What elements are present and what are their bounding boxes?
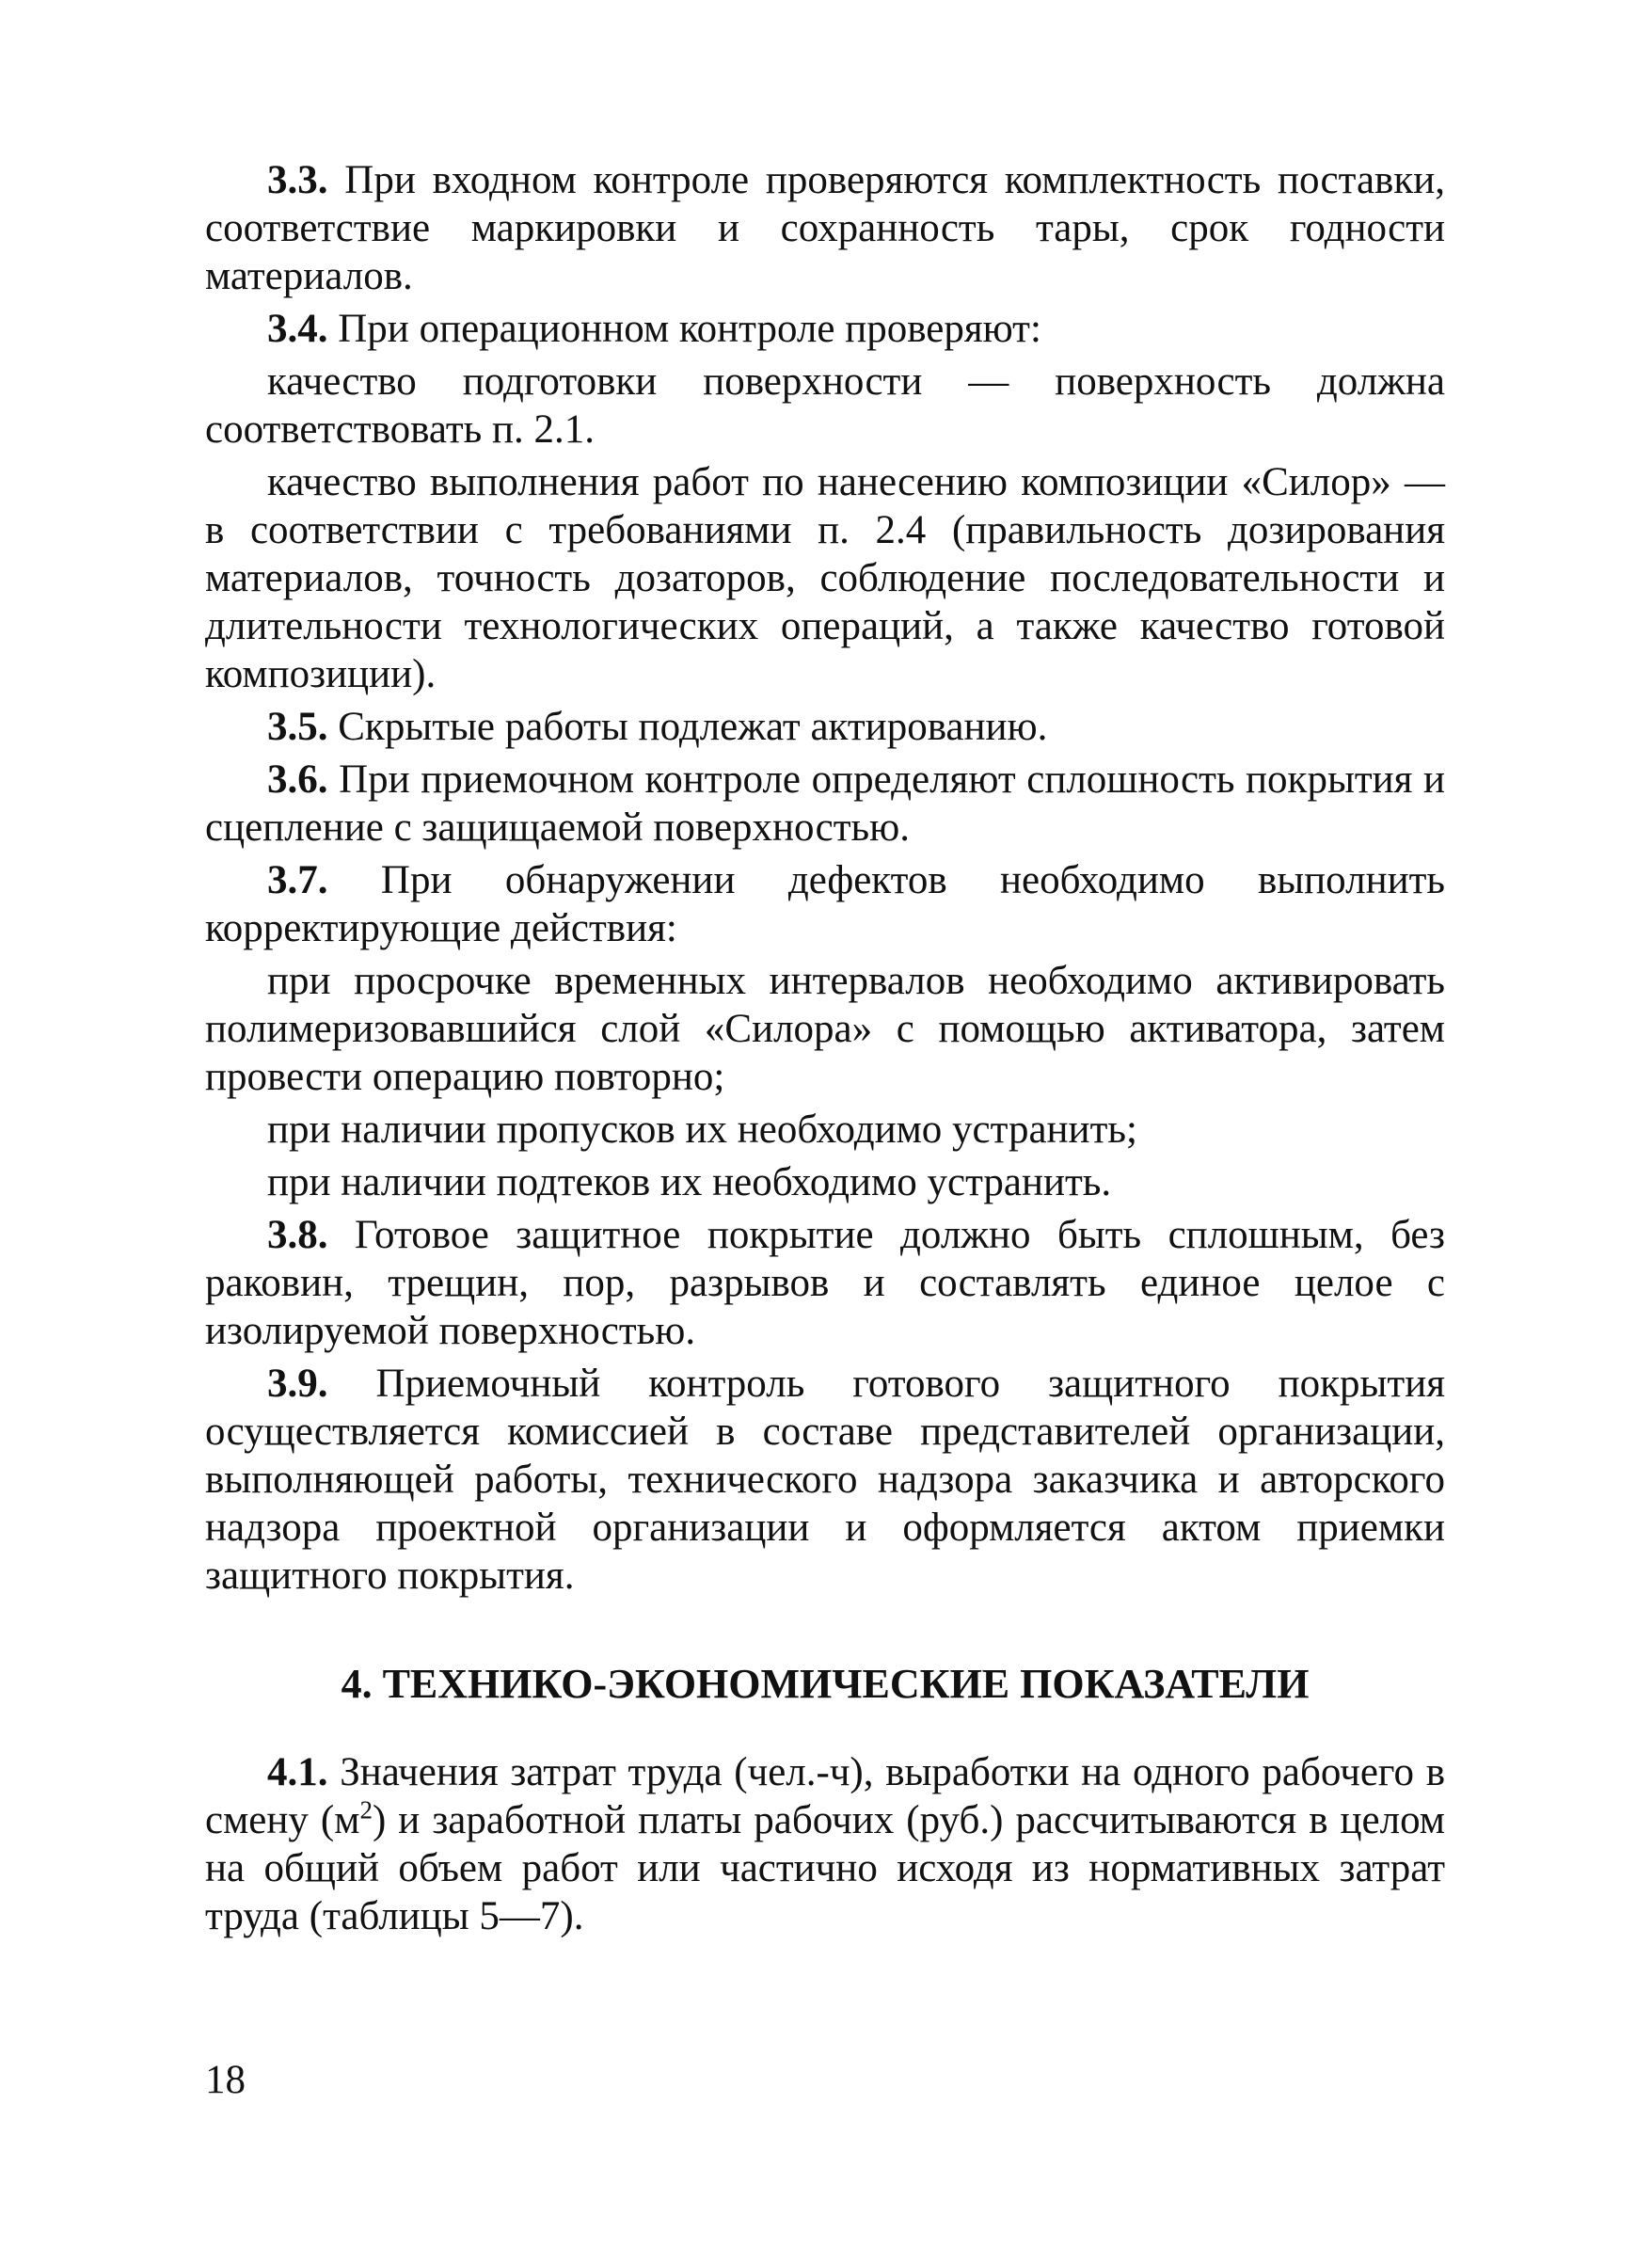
paragraph-text: При операционном контроле проверяют: — [327, 307, 1041, 351]
list-item-application-quality — [205, 458, 1445, 698]
paragraph-text: при наличии пропусков их необходимо устранить; — [267, 1108, 1137, 1152]
list-item-surface-prep — [205, 358, 1445, 454]
paragraph-text: При входном контроле проверяются комплектность поставки, соответствие маркировки и сохранность тары, срок годности материалов. — [205, 158, 1445, 298]
paragraph-number: 3.3. — [267, 158, 328, 202]
paragraph-text: при просрочке временных интервалов необходимо активировать полимеризовавшийся слой «Силора» с помощью активатора, затем провести операцию повторно; — [205, 959, 1445, 1099]
paragraph-text-after: ) и заработной платы рабочих (руб.) рассчитываются в целом на общий объем работ или частично исходя из нормативных затрат труда (таблицы 5—7). — [205, 1798, 1445, 1938]
superscript-2: 2 — [359, 1795, 373, 1825]
paragraph-3-4 — [205, 305, 1445, 353]
paragraph-number: 3.4. — [267, 307, 328, 351]
document-page — [205, 156, 1445, 1945]
paragraph-text: при наличии подтеков их необходимо устранить. — [267, 1160, 1112, 1204]
paragraph-number: 3.9. — [267, 1362, 328, 1406]
paragraph-3-3 — [205, 156, 1445, 300]
page-number: 18 — [205, 2058, 246, 2102]
list-item-time-overrun — [205, 957, 1445, 1101]
paragraph-3-8 — [205, 1211, 1445, 1355]
list-item-drips — [205, 1158, 1445, 1206]
paragraph-4-1 — [205, 1748, 1445, 1940]
list-item-gaps — [205, 1106, 1445, 1154]
paragraph-number: 3.7. — [267, 858, 328, 902]
paragraph-text: Приемочный контроль готового защитного покрытия осуществляется комиссией в составе представителей организации, выполняющей работы, технического надзора заказчика и авторского надзора проектной организации и оформляется актом приемки защитного покрытия. — [205, 1362, 1445, 1598]
paragraph-text: При приемочном контроле определяют сплошность покрытия и сцепление с защищаемой поверхностью. — [205, 757, 1445, 850]
section-3-body — [205, 156, 1445, 1600]
paragraph-text-before: Значения затрат труда (чел.-ч), выработки на одного рабочего в смену (м — [205, 1750, 1445, 1842]
paragraph-3-9 — [205, 1360, 1445, 1600]
paragraph-text: Скрытые работы подлежат актированию. — [327, 705, 1048, 749]
section-4-body — [205, 1748, 1445, 1940]
paragraph-number: 3.6. — [267, 757, 328, 802]
paragraph-3-7 — [205, 856, 1445, 952]
paragraph-number: 3.8. — [267, 1213, 328, 1257]
paragraph-number: 3.5. — [267, 705, 328, 749]
paragraph-number: 4.1. — [267, 1750, 328, 1794]
paragraph-3-5 — [205, 703, 1445, 751]
paragraph-3-6 — [205, 756, 1445, 852]
paragraph-text: При обнаружении дефектов необходимо выполнить корректирующие действия: — [205, 858, 1445, 950]
section-4-heading: 4. ТЕХНИКО-ЭКОНОМИЧЕСКИЕ ПОКАЗАТЕЛИ — [341, 1661, 1310, 1707]
paragraph-text: качество подготовки поверхности — поверхность должна соответствовать п. 2.1. — [205, 359, 1445, 452]
paragraph-text: Готовое защитное покрытие должно быть сплошным, без раковин, трещин, пор, разрывов и составлять единое целое с изолируемой поверхностью. — [205, 1213, 1445, 1353]
paragraph-text: качество выполнения работ по нанесению композиции «Силор» — в соответствии с требованиями п. 2.4 (правильность дозирования материалов, точность дозаторов, соблюдение последовательности и длительности технологических операций, а также качество готовой композиции). — [205, 460, 1445, 696]
